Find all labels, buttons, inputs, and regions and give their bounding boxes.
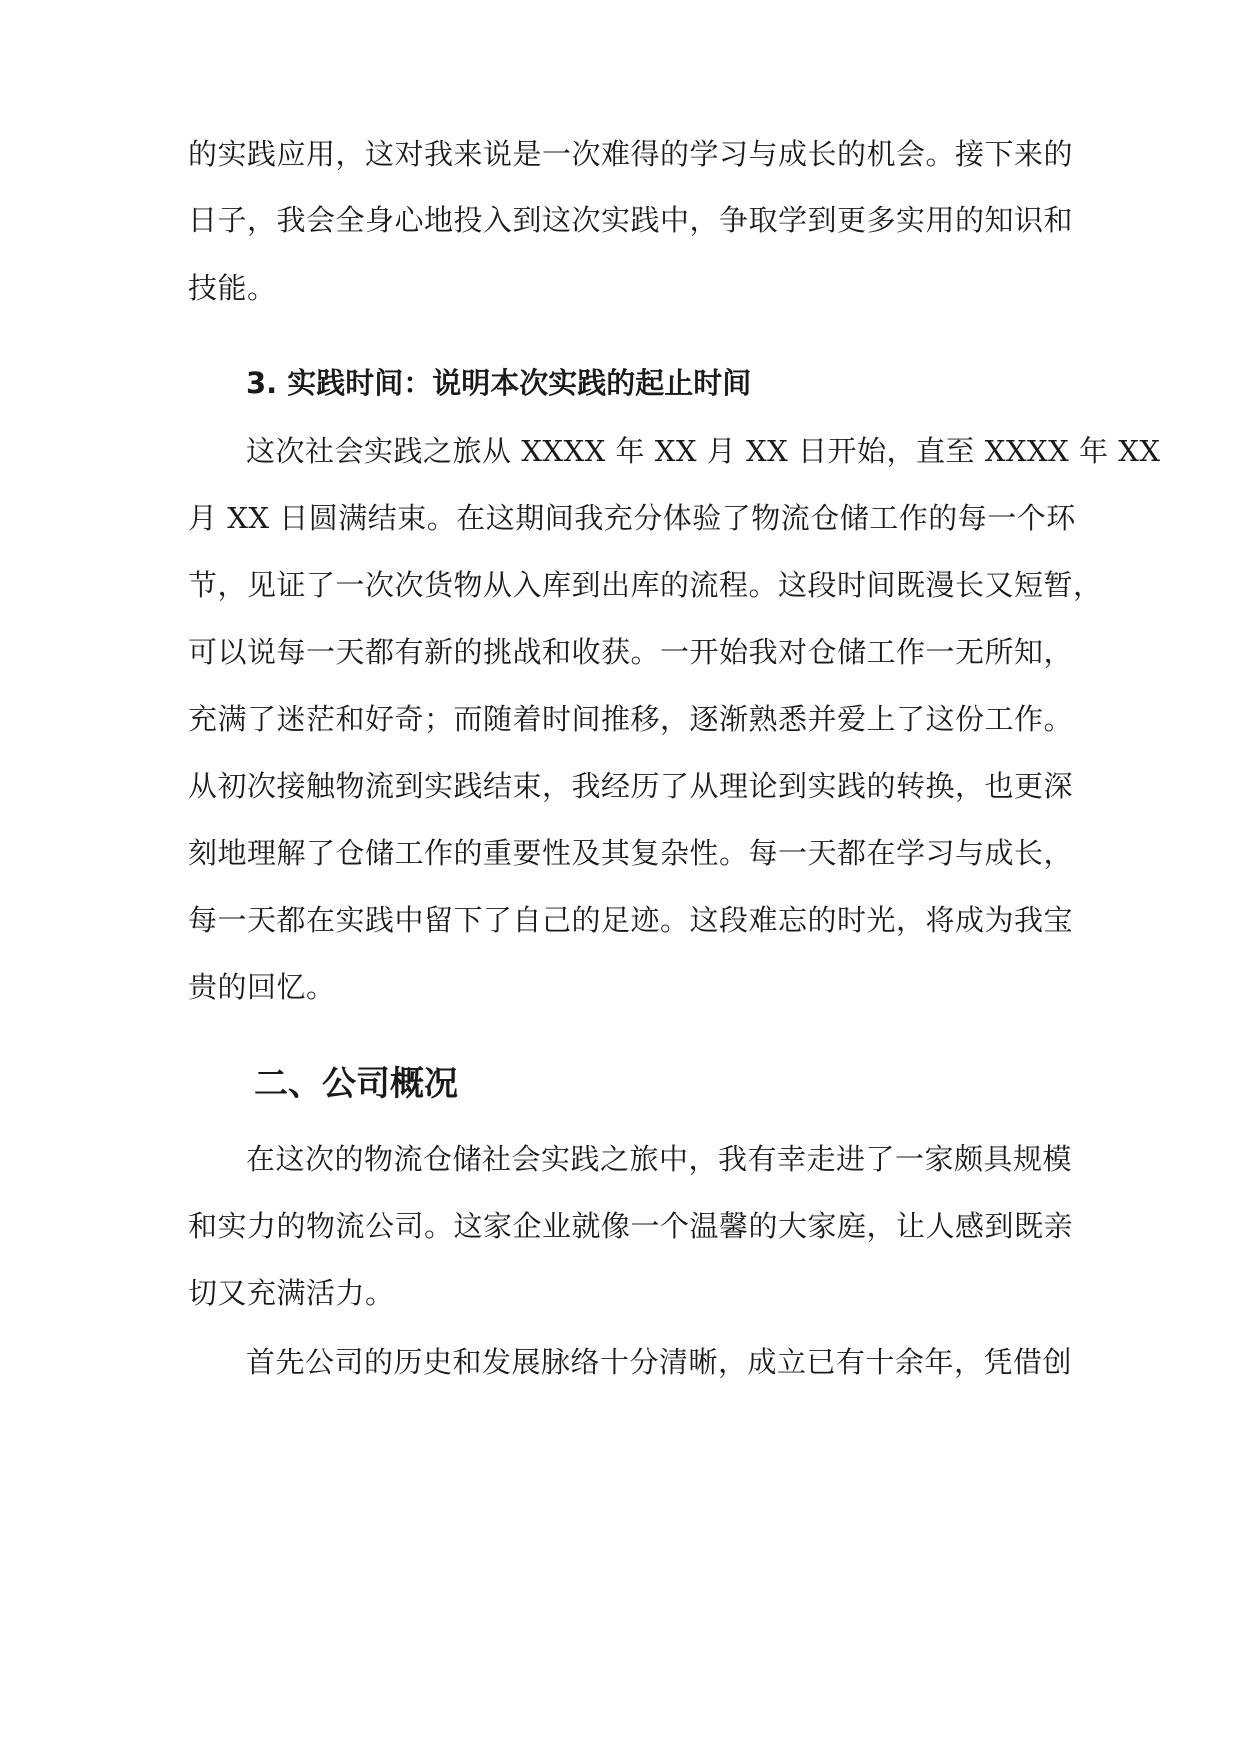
section3-line-5: 充满了迷茫和好奇；而随着时间推移，逐渐熟悉并爱上了这份工作。 <box>188 702 1074 736</box>
intro-line-1: 的实践应用，这对我来说是一次难得的学习与成长的机会。接下来的 <box>188 137 1074 171</box>
section3-line-9: 贵的回忆。 <box>188 970 336 1004</box>
chapter2-para2-line-1: 首先公司的历史和发展脉络十分清晰，成立已有十余年，凭借创 <box>246 1345 1073 1379</box>
intro-line-2: 日子，我会全身心地投入到这次实践中，争取学到更多实用的知识和 <box>188 203 1074 237</box>
section3-line-8: 每一天都在实践中留下了自己的足迹。这段难忘的时光，将成为我宝 <box>188 903 1074 937</box>
section3-line-1: 这次社会实践之旅从 XXXX 年 XX 月 XX 日开始，直至 XXXX 年 XX <box>246 434 1161 468</box>
intro-line-3: 技能。 <box>188 271 277 305</box>
chapter2-para1-line-3: 切又充满活力。 <box>188 1276 395 1310</box>
section-3-heading: 3. 实践时间：说明本次实践的起止时间 <box>246 366 752 400</box>
section3-line-7: 刻地理解了仓储工作的重要性及其复杂性。每一天都在学习与成长， <box>188 836 1074 870</box>
chapter-2-heading: 二、公司概况 <box>254 1064 458 1104</box>
section3-line-4: 可以说每一天都有新的挑战和收获。一开始我对仓储工作一无所知， <box>188 635 1074 669</box>
chapter2-para1-line-2: 和实力的物流公司。这家企业就像一个温馨的大家庭，让人感到既亲 <box>188 1209 1074 1243</box>
section3-line-6: 从初次接触物流到实践结束，我经历了从理论到实践的转换，也更深 <box>188 769 1074 803</box>
section3-line-2: 月 XX 日圆满结束。在这期间我充分体验了物流仓储工作的每一个环 <box>188 501 1076 535</box>
chapter2-para1-line-1: 在这次的物流仓储社会实践之旅中，我有幸走进了一家颇具规模 <box>246 1142 1073 1176</box>
section3-line-3: 节，见证了一次次货物从入库到出库的流程。这段时间既漫长又短暂， <box>188 568 1103 602</box>
